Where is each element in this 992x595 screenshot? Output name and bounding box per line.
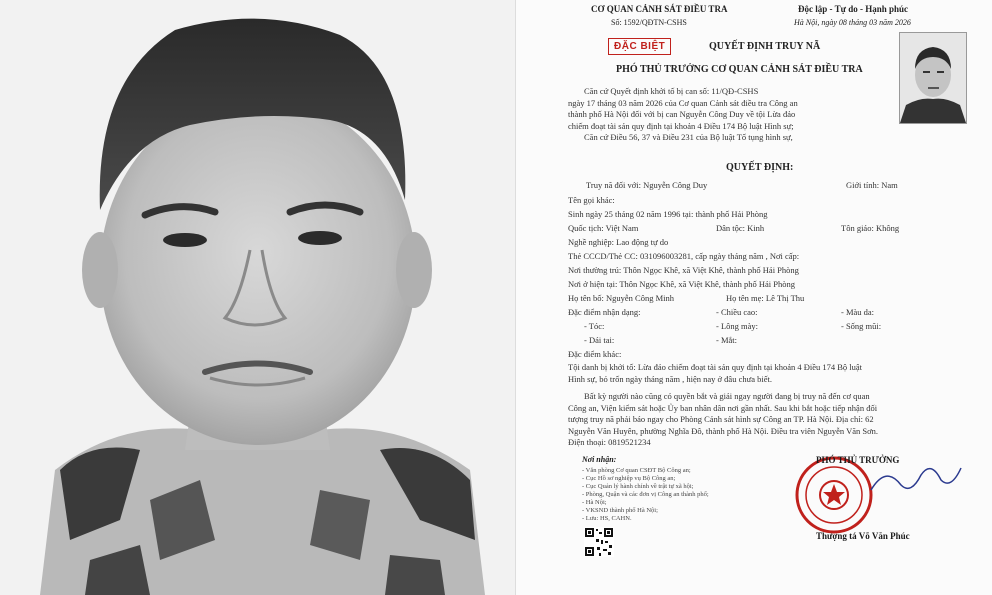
field-residence: Nơi thường trú: Thôn Ngọc Khê, xã Việt Khê, thành phố Hải Phòng xyxy=(568,265,799,275)
field-height: - Chiều cao: xyxy=(716,307,758,317)
field-hair: - Tóc: xyxy=(584,321,605,331)
field-alias: Tên gọi khác: xyxy=(568,195,615,205)
preamble xyxy=(568,86,798,144)
recipient: - Văn phòng Cơ quan CSĐT Bộ Công an; xyxy=(582,467,691,474)
field-religion: Tôn giáo: Không xyxy=(841,223,900,233)
special-stamp: ĐẶC BIỆT xyxy=(608,38,671,55)
decision-body xyxy=(568,362,978,449)
recipients-heading: Nơi nhận: xyxy=(582,455,617,464)
field-gender: Giới tính: Nam xyxy=(846,180,898,190)
field-brow: - Lông mày: xyxy=(716,321,759,331)
agency-name: CƠ QUAN CẢNH SÁT ĐIỀU TRA xyxy=(591,4,728,14)
field-wanted: Truy nã đối với: Nguyễn Công Duy xyxy=(586,180,708,190)
body-line: Tội danh bị khởi tố: Lừa đảo chiếm đoạt tài sản quy định tại khoản 4 Điều 174 Bộ luật xyxy=(568,362,863,372)
signer-name: Thượng tá Võ Văn Phúc xyxy=(816,531,910,541)
field-nationality: Quốc tịch: Việt Nam xyxy=(568,223,639,233)
recipient: - Cục Quản lý hành chính về trật tự xã hội; xyxy=(582,483,694,490)
document-number: Số: 1592/QĐTN-CSHS xyxy=(611,18,687,27)
recipient: - Hà Nội; xyxy=(582,499,607,506)
body-line: tượng truy nã phải báo ngay cho Phòng Cảnh sát hình sự Công an TP. Hà Nội. Địa chỉ: 62 xyxy=(568,414,874,424)
preamble-line: Căn cứ Điều 56, 37 và Điều 231 của Bộ luật Tố tụng hình sự, xyxy=(584,132,793,142)
body-line: Công an, Viện kiểm sát hoặc Ủy ban nhân dân nơi gần nhất. Sau khi bắt hoặc tiếp nhận đối xyxy=(568,402,878,413)
recipient: - Lưu: HS, CAHN. xyxy=(582,515,632,522)
field-mother: Họ tên mẹ: Lê Thị Thu xyxy=(726,293,805,303)
field-job: Nghề nghiệp: Lao động tự do xyxy=(568,237,669,247)
field-other: Đặc điểm khác: xyxy=(568,349,622,359)
preamble-line: Căn cứ Quyết định khởi tố bị can số: 11/QĐ-CSHS xyxy=(584,86,759,96)
decision-heading: QUYẾT ĐỊNH: xyxy=(726,162,794,173)
body-line: Điện thoại: 0819521234 xyxy=(568,437,651,447)
recipient: - Cục Hồ sơ nghiệp vụ Bộ Công an; xyxy=(582,475,676,482)
field-skin: - Màu da: xyxy=(841,307,875,317)
field-birth: Sinh ngày 25 tháng 02 năm 1996 tại: thành phố Hải Phòng xyxy=(568,209,768,219)
issuer-title: PHÓ THỦ TRƯỞNG CƠ QUAN CẢNH SÁT ĐIỀU TRA xyxy=(616,64,863,75)
wanted-decision-document xyxy=(515,0,992,595)
signature xyxy=(866,460,966,505)
document-date: Hà Nội, ngày 08 tháng 03 năm 2026 xyxy=(794,18,911,27)
document-title: QUYẾT ĐỊNH TRUY NÃ xyxy=(709,41,821,52)
field-eye: - Mắt: xyxy=(716,335,738,345)
body-line: Bất kỳ người nào cũng có quyền bắt và giải ngay người đang bị truy nã đến cơ quan xyxy=(584,391,870,401)
field-father: Họ tên bố: Nguyễn Công Minh xyxy=(568,293,675,303)
qr-code xyxy=(584,527,614,557)
signer-title: PHÓ THỦ TRƯỞNG xyxy=(816,455,900,465)
preamble-line: thành phố Hà Nội đối với bị can Nguyễn Công Duy về tội Lừa đảo xyxy=(568,109,796,119)
field-current: Nơi ở hiện tại: Thôn Ngọc Khê, xã Việt Khê, thành phố Hải Phòng xyxy=(568,279,796,289)
preamble-line: chiếm đoạt tài sản quy định tại khoản 4 Điều 174 Bộ luật Hình sự; xyxy=(568,120,794,131)
field-nose: - Sống mũi: xyxy=(841,321,882,331)
recipient: - VKSND thành phố Hà Nội; xyxy=(582,507,658,514)
body-line: Nguyễn Văn Huyên, phường Nghĩa Đô, thành phố Hà Nội. Điều tra viên Nguyễn Văn Sơn. xyxy=(568,425,879,436)
body-line: Hình sự, bỏ trốn ngày tháng năm , hiện nay ở đâu chưa biết. xyxy=(568,373,772,384)
recipient: - Phòng, Quận và các đơn vị Công an thành phố; xyxy=(582,491,709,498)
national-motto: Độc lập - Tự do - Hạnh phúc xyxy=(798,4,909,14)
field-ethnic: Dân tộc: Kinh xyxy=(716,223,765,233)
field-ear: - Dái tai: xyxy=(584,335,615,345)
field-id: Thẻ CCCD/Thẻ CC: 031096003281, cấp ngày tháng năm , Nơi cấp: xyxy=(568,251,800,261)
official-seal xyxy=(794,455,874,535)
field-features: Đặc điểm nhận dạng: xyxy=(568,307,641,317)
suspect-portrait xyxy=(899,32,967,124)
preamble-line: ngày 17 tháng 03 năm 2026 của Cơ quan Cảnh sát điều tra Công an xyxy=(568,97,798,108)
